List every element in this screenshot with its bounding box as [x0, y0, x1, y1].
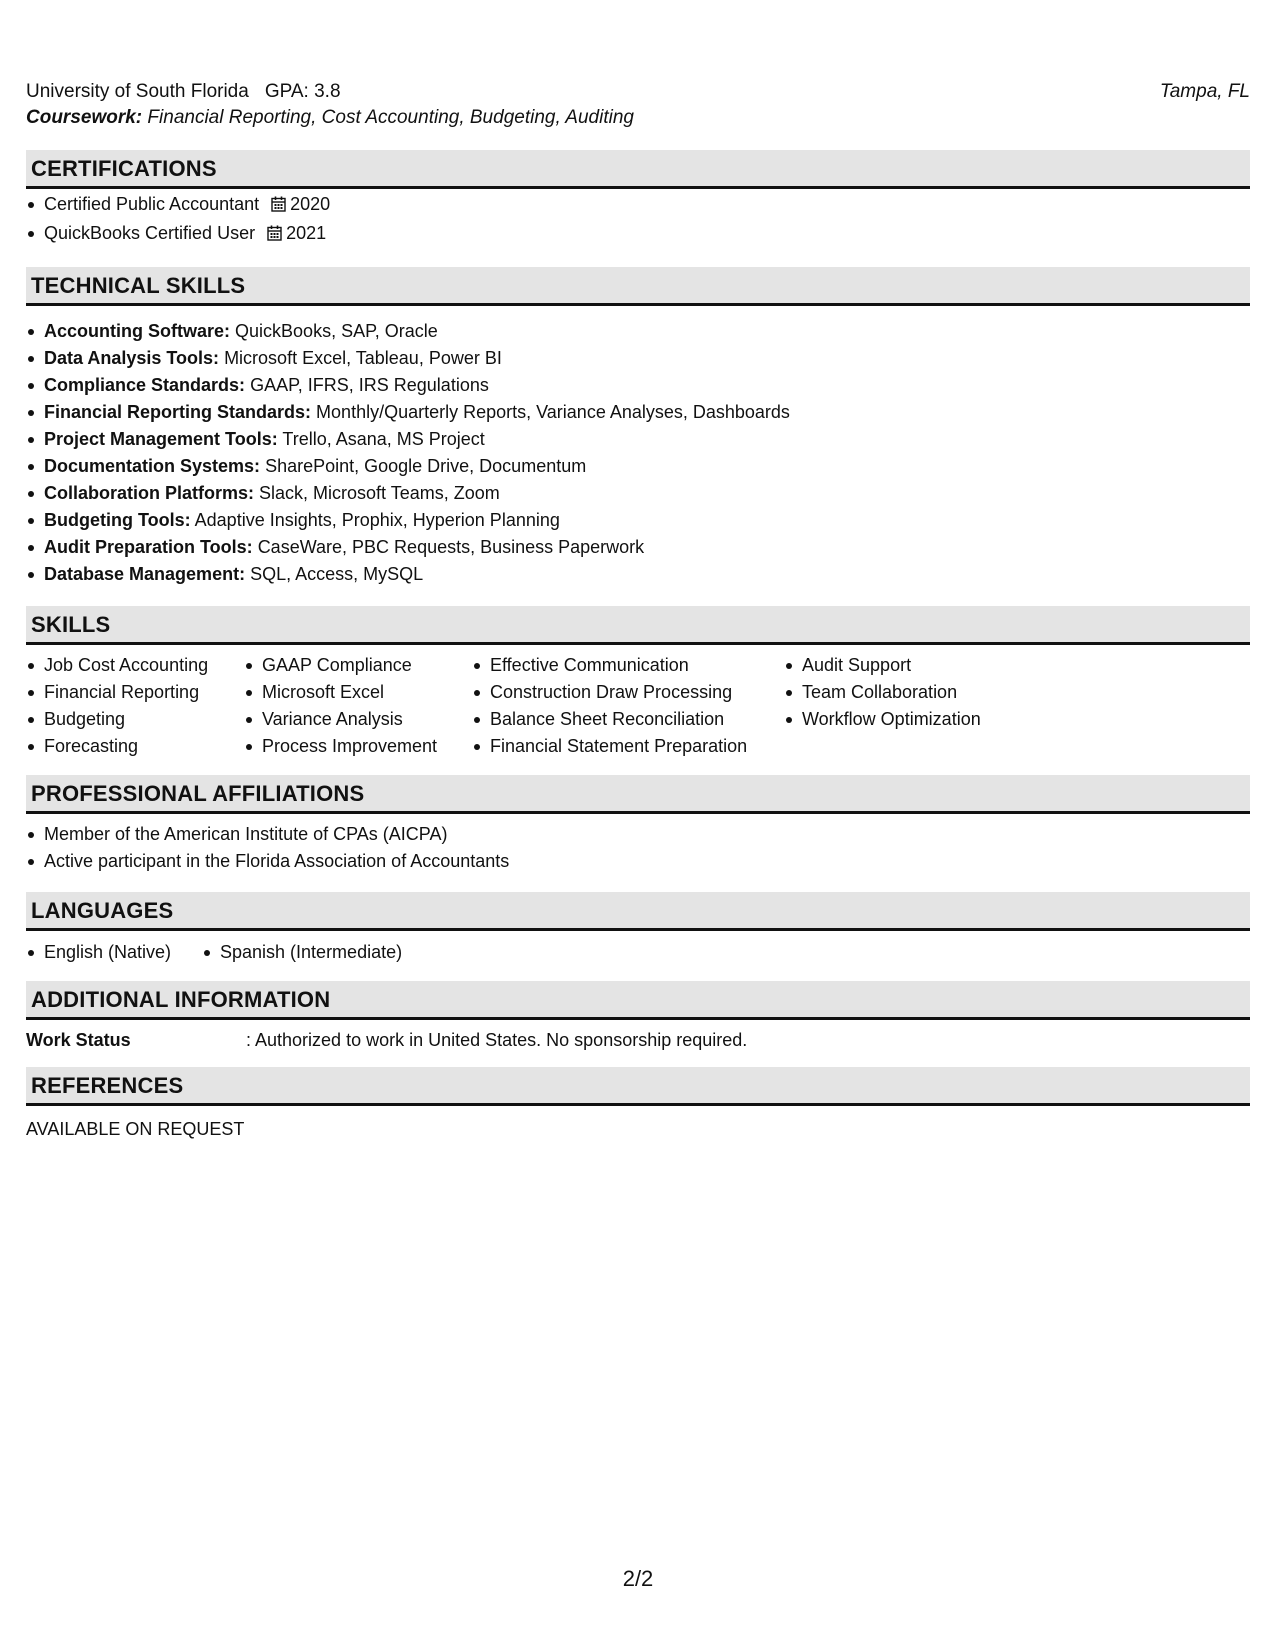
work-status-value: : Authorized to work in United States. No sponsorship required. [246, 1030, 748, 1050]
section-title: ADDITIONAL INFORMATION [31, 987, 331, 1012]
skill-values: Monthly/Quarterly Reports, Variance Analyses, Dashboards [316, 402, 790, 422]
school-name: University of South Florida [26, 81, 249, 102]
certification-name: QuickBooks Certified User [44, 223, 256, 243]
affiliations-list [26, 821, 509, 875]
skill-values: SQL, Access, MySQL [250, 564, 424, 584]
skill-category: Accounting Software: [44, 321, 231, 341]
education-location: Tampa, FL [1159, 81, 1250, 102]
list-item [26, 372, 790, 399]
certifications-list [26, 191, 330, 249]
section-header-references [26, 1067, 1250, 1106]
skill-values: Trello, Asana, MS Project [282, 429, 485, 449]
references-text: AVAILABLE ON REQUEST [26, 1119, 245, 1139]
list-item: Team Collaboration [784, 679, 1024, 706]
skill-values: QuickBooks, SAP, Oracle [235, 321, 438, 341]
skill-values: GAAP, IFRS, IRS Regulations [250, 375, 489, 395]
skill-category: Budgeting Tools: [44, 510, 191, 530]
section-header-skills [26, 606, 1250, 645]
list-item [26, 453, 790, 480]
skills-column [26, 652, 244, 760]
list-item: Process Improvement [244, 733, 472, 760]
certification-year: 2021 [286, 223, 327, 243]
list-item [26, 561, 790, 588]
skill-values: SharePoint, Google Drive, Documentum [265, 456, 587, 476]
education-line [26, 79, 1250, 105]
skills-column [244, 652, 472, 760]
coursework-line [26, 105, 1250, 131]
list-item: Balance Sheet Reconciliation [472, 706, 784, 733]
list-item: Variance Analysis [244, 706, 472, 733]
work-status-row [26, 1027, 747, 1053]
list-item [26, 507, 790, 534]
page-number: 2/2 [622, 1566, 654, 1591]
skill-values: Microsoft Excel, Tableau, Power BI [224, 348, 502, 368]
resume-page [26, 0, 1250, 1650]
skill-category: Data Analysis Tools: [44, 348, 220, 368]
certification-name: Certified Public Accountant [44, 194, 260, 214]
skill-category: Financial Reporting Standards: [44, 402, 312, 422]
section-title: LANGUAGES [31, 898, 174, 923]
list-item: Forecasting [26, 733, 244, 760]
skills-column [784, 652, 1024, 760]
list-item: Construction Draw Processing [472, 679, 784, 706]
certification-year: 2020 [290, 194, 331, 214]
list-item: Microsoft Excel [244, 679, 472, 706]
skills-grid [26, 652, 1024, 760]
section-header-languages [26, 892, 1250, 931]
section-title: CERTIFICATIONS [31, 156, 217, 181]
list-item: Budgeting [26, 706, 244, 733]
list-item: Financial Statement Preparation [472, 733, 784, 760]
list-item: Spanish (Intermediate) [202, 939, 402, 966]
gpa: GPA: 3.8 [264, 81, 341, 102]
section-header-technical-skills [26, 267, 1250, 306]
list-item: Workflow Optimization [784, 706, 1024, 733]
list-item: GAAP Compliance [244, 652, 472, 679]
list-item: Job Cost Accounting [26, 652, 244, 679]
skill-category: Database Management: [44, 564, 246, 584]
languages-list [26, 939, 402, 966]
list-item: Member of the American Institute of CPAs (AICPA) [26, 821, 509, 848]
list-item: Audit Support [784, 652, 1024, 679]
language-group [26, 939, 202, 966]
section-header-certifications [26, 150, 1250, 189]
skill-category: Audit Preparation Tools: [44, 537, 253, 557]
skill-category: Collaboration Platforms: [44, 483, 255, 503]
list-item [26, 480, 790, 507]
list-item [26, 534, 790, 561]
skill-values: Slack, Microsoft Teams, Zoom [259, 483, 500, 503]
calendar-icon [271, 193, 286, 220]
list-item: Effective Communication [472, 652, 784, 679]
section-title: TECHNICAL SKILLS [31, 273, 246, 298]
section-header-professional-affiliations [26, 775, 1250, 814]
list-item: English (Native) [26, 939, 202, 966]
list-item [26, 399, 790, 426]
section-title: PROFESSIONAL AFFILIATIONS [31, 781, 365, 806]
skill-values: CaseWare, PBC Requests, Business Paperwork [257, 537, 645, 557]
calendar-icon [267, 222, 282, 249]
list-item [26, 191, 330, 220]
list-item: Active participant in the Florida Association of Accountants [26, 848, 509, 875]
list-item [26, 345, 790, 372]
education-school-gpa [26, 79, 341, 105]
technical-skills-list [26, 318, 790, 588]
language-group [202, 939, 402, 966]
skill-values: Adaptive Insights, Prophix, Hyperion Planning [194, 510, 560, 530]
skills-column [472, 652, 784, 760]
skill-category: Documentation Systems: [44, 456, 261, 476]
list-item [26, 426, 790, 453]
section-title: SKILLS [31, 612, 111, 637]
coursework-list: Financial Reporting, Cost Accounting, Budgeting, Auditing [147, 107, 634, 128]
list-item [26, 318, 790, 345]
section-header-additional-information [26, 981, 1250, 1020]
skill-category: Compliance Standards: [44, 375, 246, 395]
work-status-label: Work Status [26, 1030, 131, 1050]
section-title: REFERENCES [31, 1073, 184, 1098]
coursework-label: Coursework: [26, 107, 143, 128]
list-item [26, 220, 330, 249]
list-item: Financial Reporting [26, 679, 244, 706]
skill-category: Project Management Tools: [44, 429, 278, 449]
education-block [26, 79, 1250, 131]
